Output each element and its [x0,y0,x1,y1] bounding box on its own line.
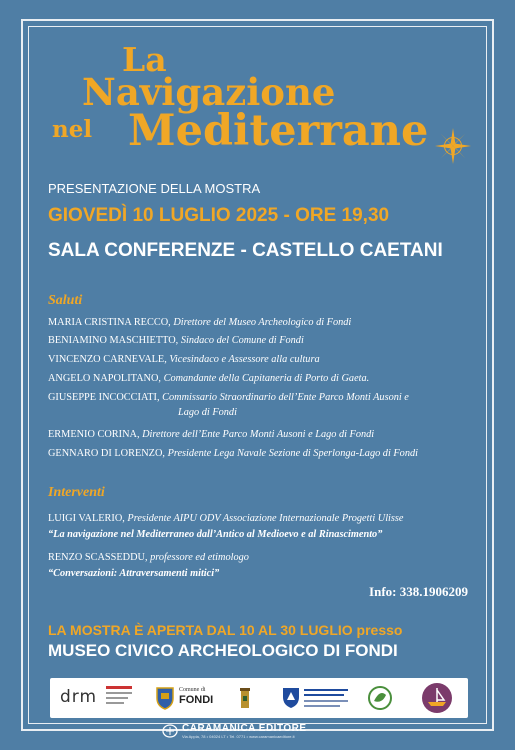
tower-logo [238,678,252,718]
speaker-role: Comandante della Capitaneria di Porto di Gaeta. [163,373,370,384]
ship-icon [420,682,454,714]
drm-logo [58,678,138,718]
saluti-item [48,447,468,461]
publisher-address: Via Appia, 78 • 04024 LT • Tel. 0771 • www.caramanicaeditore.it [182,734,295,739]
interventi-item [48,551,478,565]
speaker-role: professore ed etimologo [150,552,249,563]
publisher-footer [160,723,360,741]
saluti-item-continuation [178,406,378,420]
speaker-name: GIUSEPPE INCOCCIATI, [48,392,160,403]
info-phone: Info: 338.1906209 [369,584,468,599]
saluti-item [48,353,468,367]
presentation-label: PRESENTAZIONE DELLA MOSTRA [48,181,261,196]
parco-logo [368,678,390,718]
speaker-name: MARIA CRISTINA RECCO, [48,317,171,328]
speaker-role: Presidente Lega Navale Sezione di Sperlonga-Lago di Fondi [167,448,418,459]
fondi-label: FONDI [179,694,214,706]
saluti-item [48,372,468,386]
event-venue: SALA CONFERENZE - CASTELLO CAETANI [48,240,443,261]
compass-rose-icon [434,127,472,165]
sponsor-logo-bar [50,678,468,718]
comune-fondi-logo [155,678,220,718]
saluti-item [48,428,468,442]
speaker-name: ANGELO NAPOLITANO, [48,373,161,384]
interventi-item [48,512,478,526]
talk-title: “Conversazioni: Attraversamenti mitici” [48,568,220,579]
speaker-role-continued: Lago di Fondi [178,407,237,418]
speaker-role: Presidente AIPU ODV Associazione Internazionale Progetti Ulisse [127,513,404,524]
coat-of-arms-icon [155,686,175,710]
speaker-name: ERMENIO CORINA, [48,429,140,440]
title-line-1: La [122,40,167,79]
leaf-icon [368,686,392,710]
drm-logo-text: drm [60,687,98,707]
saluti-item [48,334,468,348]
saluti-heading: Saluti [48,293,83,308]
comune-label: Comune di [179,687,206,693]
shield-icon [282,687,300,709]
title-line-2: Navigazione [82,70,336,114]
speaker-role: Commissario Straordinario dell’Ente Parco Monti Ausoni e [162,392,409,403]
exhibition-dates: LA MOSTRA È APERTA DAL 10 AL 30 LUGLIO presso [48,622,403,638]
saluti-item [48,391,468,405]
speaker-role: Direttore del Museo Archeologico di Fondi [173,317,352,328]
publisher-name: CARAMANICA EDITORE [182,723,307,734]
speaker-name: VINCENZO CARNEVALE, [48,354,167,365]
interventi-heading: Interventi [48,485,105,500]
title-line-4: Mediterrane [128,106,429,156]
publisher-logo-icon [162,724,178,738]
speaker-role: Sindaco del Comune di Fondi [180,335,304,346]
speaker-role: Direttore dell’Ente Parco Monti Ausoni e Lago di Fondi [142,429,375,440]
talk-title: “La navigazione nel Mediterraneo dall’Antico al Medioevo e al Rinascimento” [48,529,383,540]
event-date: GIOVEDÌ 10 LUGLIO 2025 - ORE 19,30 [48,205,390,226]
speaker-name: LUIGI VALERIO, [48,513,125,524]
speaker-name: BENIAMINO MASCHIETTO, [48,335,179,346]
museum-name: MUSEO CIVICO ARCHEOLOGICO DI FONDI [48,641,398,660]
speaker-name: GENNARO DI LORENZO, [48,448,165,459]
saluti-item [48,316,468,330]
lega-navale-logo [282,678,364,718]
title-line-3: nel [52,116,93,143]
speaker-name: RENZO SCASSEDDU, [48,552,148,563]
tower-icon [238,686,252,710]
aipu-logo [420,678,454,718]
speaker-role: Vicesindaco e Assessore alla cultura [169,354,320,365]
